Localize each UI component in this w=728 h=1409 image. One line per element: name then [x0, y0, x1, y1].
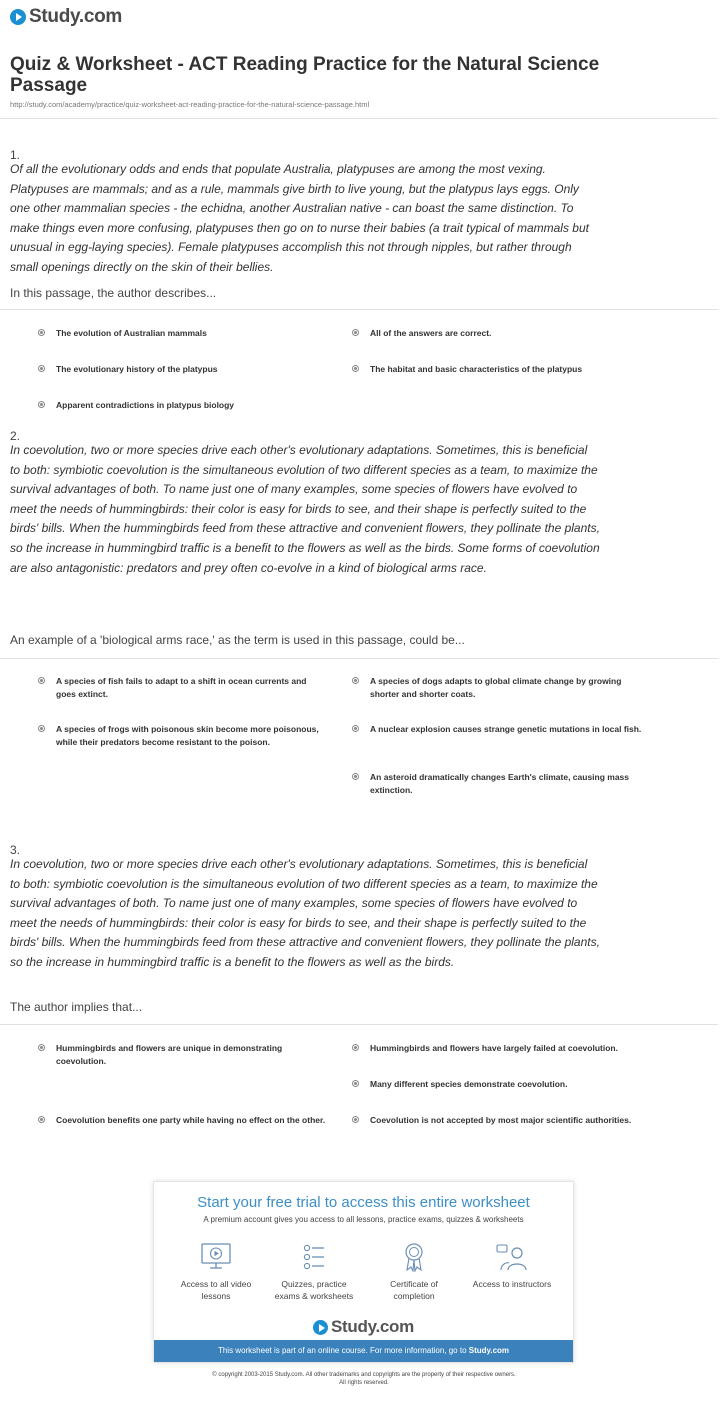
page-title: Quiz & Worksheet - ACT Reading Practice for the Natural Science Passage [10, 54, 600, 96]
study-link[interactable]: Study.com [468, 1346, 510, 1355]
question-number: 2. [10, 429, 21, 443]
radio-button[interactable] [38, 1116, 45, 1123]
radio-button[interactable] [38, 1044, 45, 1051]
divider [0, 309, 718, 310]
radio-button[interactable] [38, 401, 45, 408]
radio-button[interactable] [38, 677, 45, 684]
radio-button[interactable] [38, 365, 45, 372]
radio-button[interactable] [352, 365, 359, 372]
answer-option[interactable]: A species of frogs with poisonous skin become more poisonous, while their predators become resistant to the poison. [38, 723, 328, 748]
answer-option[interactable]: All of the answers are correct. [352, 327, 642, 340]
promo-study-logo[interactable]: Study.com [154, 1317, 573, 1337]
free-trial-promo[interactable] [153, 1181, 574, 1363]
promo-title: Start your free trial to access this entire worksheet [197, 1194, 530, 1211]
answer-option[interactable]: Coevolution benefits one party while having no effect on the other. [38, 1114, 328, 1127]
answer-option[interactable]: The evolutionary history of the platypus [38, 363, 328, 376]
question-prompt: In this passage, the author describes... [10, 286, 217, 300]
divider [0, 1024, 718, 1025]
answer-option[interactable]: The habitat and basic characteristics of the platypus [352, 363, 642, 376]
answer-option[interactable]: A nuclear explosion causes strange genetic mutations in local fish. [352, 723, 642, 736]
radio-button[interactable] [352, 1080, 359, 1087]
video-lesson-icon [199, 1242, 233, 1272]
certificate-icon [397, 1242, 431, 1272]
promo-info-bar: This worksheet is part of an online course. For more information, go to Study.com [154, 1340, 573, 1362]
answer-option[interactable]: Hummingbirds and flowers are unique in demonstrating coevolution. [38, 1042, 328, 1067]
play-circle-icon [10, 9, 26, 25]
question-prompt: An example of a 'biological arms race,' as the term is used in this passage, could be... [10, 633, 465, 647]
radio-button[interactable] [38, 725, 45, 732]
answer-option[interactable]: Apparent contradictions in platypus biology [38, 399, 328, 412]
divider [0, 118, 718, 119]
answer-option[interactable]: A species of fish fails to adapt to a shift in ocean currents and goes extinct. [38, 675, 328, 700]
radio-button[interactable] [352, 677, 359, 684]
copyright-footer: © copyright 2003-2015 Study.com. All other trademarks and copyrights are the property of their respective owners. All rights reserved. [212, 1372, 516, 1386]
answer-option[interactable]: The evolution of Australian mammals [38, 327, 328, 340]
feature-instructors: Access to instructors [472, 1242, 552, 1290]
radio-button[interactable] [352, 329, 359, 336]
radio-button[interactable] [352, 773, 359, 780]
answer-option[interactable]: An asteroid dramatically changes Earth's climate, causing mass extinction. [352, 771, 642, 796]
question-passage: In coevolution, two or more species drive each other's evolutionary adaptations. Sometimes, this is beneficial to both: symbiotic coevolution is the simultaneous evolution of two different species as a team, to maximize the survival advantages of both. To name just one of many examples, some species of flowers have evolved to meet the needs of hummingbirds: their color is easy for birds to see, and their shape is perfectly suited to the birds' bills. When the hummingbirds feed from these attractive and convenient flowers, they pollinate the plants, so the increase in hummingbird traffic is a benefit to the flowers as well as the birds. Some forms of coevolution are also antagonistic: predators and prey often co-evolve in a kind of biological arms race. [10, 443, 600, 575]
feature-video-lessons: Access to all video lessons [176, 1242, 256, 1302]
instructor-chat-icon [495, 1242, 529, 1272]
quiz-list-icon [297, 1242, 331, 1272]
question-number: 3. [10, 843, 21, 857]
question-passage: Of all the evolutionary odds and ends that populate Australia, platypuses are among the most vexing. Platypuses are mammals; and as a rule, mammals give birth to live young, but the platypus lays eggs. Only one other mammalian species - the echidna, another Australian native - can boast the same distinction. To make things even more confusing, platypuses then go on to nurse their babies (a trait typical of mammals but unusual in egg-laying species). Female platypuses accomplish this not through nipples, but rather through small openings directly on the skin of their bellies. [10, 162, 589, 274]
answer-option[interactable]: Coevolution is not accepted by most major scientific authorities. [352, 1114, 642, 1127]
study-logo[interactable] [10, 6, 122, 28]
question-passage: In coevolution, two or more species drive each other's evolutionary adaptations. Sometimes, this is beneficial to both: symbiotic coevolution is the simultaneous evolution of two different species as a team, to maximize the survival advantages of both. To name just one of many examples, some species of flowers have evolved to meet the needs of hummingbirds: their color is easy for birds to see, and their shape is perfectly suited to the birds' bills. When the hummingbirds feed from these attractive and convenient flowers, they pollinate the plants, so the increase in hummingbird traffic is a benefit to the flowers as well as the birds. [10, 857, 600, 969]
page-url: http://study.com/academy/practice/quiz-worksheet-act-reading-practice-for-the-natural-science-passage.html [10, 100, 370, 109]
feature-certificate: Certificate of completion [374, 1242, 454, 1302]
question-number: 1. [10, 148, 21, 162]
question-prompt: The author implies that... [10, 1000, 143, 1014]
radio-button[interactable] [352, 725, 359, 732]
divider [0, 658, 718, 659]
promo-subtitle: A premium account gives you access to all lessons, practice exams, quizzes & worksheets [203, 1215, 524, 1224]
radio-button[interactable] [352, 1116, 359, 1123]
answer-option[interactable]: A species of dogs adapts to global climate change by growing shorter and shorter coats. [352, 675, 642, 700]
answer-option[interactable]: Many different species demonstrate coevolution. [352, 1078, 642, 1091]
answer-option[interactable]: Hummingbirds and flowers have largely failed at coevolution. [352, 1042, 642, 1055]
radio-button[interactable] [38, 329, 45, 336]
play-circle-icon [313, 1320, 328, 1335]
logo-text: Study.com [29, 6, 123, 27]
feature-quizzes: Quizzes, practice exams & worksheets [274, 1242, 354, 1302]
radio-button[interactable] [352, 1044, 359, 1051]
